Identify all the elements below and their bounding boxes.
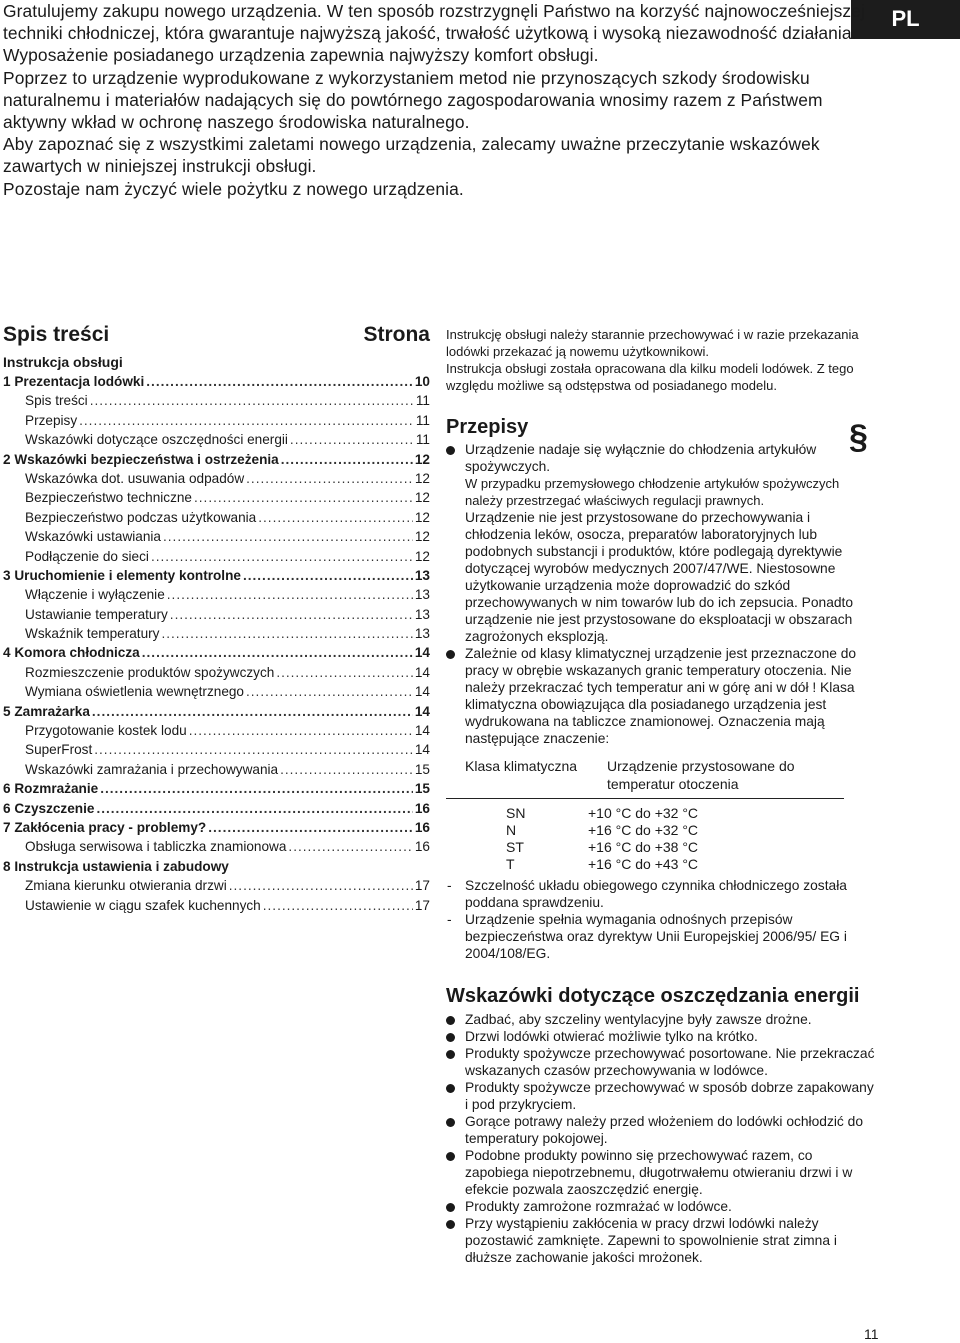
toc-entry (3, 411, 430, 430)
toc-leader-dots (163, 527, 413, 546)
section-title-przepisy: Przepisy (446, 416, 529, 438)
toc-header (3, 323, 430, 353)
list-item: Podobne produkty powinno się przechowywać razem, co zapobiega niepotrzebnemu, długotrwałemu otwieraniu drzwi i w efekcie pozwala zaoszczędzić energię. (446, 1147, 876, 1198)
list-item: Gorące potrawy należy przed włożeniem do lodówki ochłodzić do temperatury pokojowej. (446, 1113, 876, 1147)
list-item: Zadbać, aby szczeliny wentylacyjne były zawsze drożne. (446, 1011, 876, 1028)
table-header (446, 757, 844, 799)
toc-entry (3, 469, 430, 488)
toc-entry (3, 391, 430, 410)
przepisy-list (446, 441, 876, 475)
table-row (446, 839, 844, 856)
toc-entry (3, 721, 430, 740)
toc-entry-label: Wskazówki dotyczące oszczędności energii (25, 432, 288, 448)
toc-entry-label: Bezpieczeństwo techniczne (25, 490, 192, 506)
table-cell: +16 °C do +43 °C (588, 856, 699, 872)
toc-entry-label: Przepisy (25, 412, 78, 428)
intro-text (3, 0, 883, 200)
list-item: - Urządzenie spełnia wymagania odnośnych przepisów bezpieczeństwa oraz dyrektyw Unii Europejskiej 2006/95/ EG i 2004/108/EG. (446, 911, 876, 962)
toc-entry-page: 12 (414, 529, 430, 545)
toc-entry (3, 837, 430, 856)
intro-paragraph: Aby zapoznać się z wszystkimi zaletami nowego urządzenia, zalecamy uważne przeczytanie wskazówek zawartych w niniejszej instrukcji obsługi. (3, 134, 820, 177)
toc-entry (3, 702, 430, 721)
toc-entry-page: 17 (414, 878, 430, 894)
toc-entry-label: Wymiana oświetlenia wewnętrznego (25, 684, 244, 700)
toc-leader-dots (280, 760, 413, 779)
right-column (446, 326, 876, 1266)
toc-entry-page: 13 (414, 626, 430, 642)
list-item: Produkty zamrożone rozmrażać w lodówce. (446, 1198, 876, 1215)
toc-entry (3, 624, 430, 643)
toc-leader-dots (276, 663, 413, 682)
table-cell: SN (506, 805, 526, 821)
intro-paragraph: Gratulujemy zakupu nowego urządzenia. W ten sposób rozstrzygnęli Państwo na korzyść najnowocześniejszej techniki chłodniczej, która gwarantuje najwyższą jakość, trwałość użytkową i wysoką niezawodność działania. (3, 1, 865, 44)
table-cell: +16 °C do +32 °C (588, 822, 699, 838)
list-item: Przy wystąpieniu zakłócenia w pracy drzwi lodówki należy pozostawić zamknięte. Zapewni to spowolnienie strat zimna i dłuższe zachowanie jakości mrożonek. (446, 1215, 876, 1266)
table-cell: T (506, 856, 515, 872)
paragraph: W przypadku przemysłowego chłodzenie artykułów spożywczych należy przestrzegać właściwych regulacji prawnych. (465, 476, 840, 508)
toc-entry-label: Rozmieszczenie produktów spożywczych (25, 664, 275, 680)
toc-entry-label: 8 Instrukcja ustawienia i zabudowy (3, 858, 229, 874)
toc-entry (3, 799, 430, 818)
toc-leader-dots (90, 391, 414, 410)
toc-entry-page: 13 (414, 606, 430, 622)
table-cell: +10 °C do +32 °C (588, 805, 699, 821)
toc-entry-label: Obsługa serwisowa i tabliczka znamionowa (25, 839, 287, 855)
intro-paragraph: Wyposażenie posiadanego urządzenia zapewnia najwyższy komfort obsługi. (3, 45, 599, 66)
toc-leader-dots (96, 799, 412, 818)
language-badge: PL (851, 0, 960, 39)
toc-entry-page: 14 (414, 723, 430, 739)
toc-leader-dots (290, 430, 414, 449)
toc-entry-page: 12 (414, 490, 430, 506)
table-cell: N (506, 822, 517, 838)
toc-leader-dots (288, 837, 412, 856)
table-cell: +16 °C do +38 °C (588, 839, 699, 855)
toc-entry-page: 11 (415, 393, 430, 409)
table-row (446, 822, 844, 839)
przepisy-list (446, 645, 876, 747)
toc-leader-dots (94, 740, 413, 759)
toc-leader-dots (167, 585, 413, 604)
toc-entry-page: 14 (414, 742, 430, 758)
toc-rows (3, 372, 430, 915)
toc-entry-label: 4 Komora chłodnicza (3, 645, 140, 661)
toc-entry (3, 876, 430, 895)
toc-entry-page: 17 (414, 897, 430, 913)
toc-entry-label: 2 Wskazówki bezpieczeństwa i ostrzeżenia (3, 451, 279, 467)
toc-leader-dots (208, 818, 413, 837)
intro-paragraph: Poprzez to urządzenie wyprodukowane z wykorzystaniem metod nie przynoszących szkody środowisku naturalnemu i materiałów nadających się do powtórnego zagospodarowania wnosimy razem z Państwem aktywny wkład w ochronę naszego środowiska naturalnego. (3, 67, 823, 133)
toc-entry-label: Bezpieczeństwo podczas użytkowania (25, 509, 257, 525)
list-item: Drzwi lodówki otwierać możliwie tylko na krótko. (446, 1028, 876, 1045)
toc-leader-dots (100, 779, 413, 798)
toc-entry-page: 12 (414, 509, 430, 525)
toc-entry-page: 16 (414, 839, 430, 855)
toc-entry-page: 14 (414, 684, 430, 700)
toc-leader-dots (151, 547, 413, 566)
toc-leader-dots (161, 624, 412, 643)
toc-leader-dots (258, 508, 413, 527)
paragraph: Urządzenie nie jest przystosowane do przechowywania i chłodzenia leków, osocza, preparatów laboratoryjnych lub podobnych substancji i produktów, które podlegają dyrektywie dotyczącej wyrobów medycznych 2007/47/WE. Niestosowne użytkowanie urządzenia może doprowadzić do szkód przechowywanych w nim towarów lub do ich zepsucia. Ponadto urządzenie nie jest przystosowane do eksploatacji w obszarach zagrożonych eksplozją. (465, 510, 854, 644)
toc-entry-page: 12 (414, 470, 430, 486)
toc-entry (3, 488, 430, 507)
toc-entry (3, 450, 430, 469)
toc-entry (3, 857, 430, 876)
toc-entry (3, 643, 430, 662)
toc-entry-page: 16 (414, 819, 430, 835)
table-row (446, 805, 844, 822)
toc-entry (3, 372, 430, 391)
toc-leader-dots (92, 702, 413, 721)
toc-title: Spis treści (3, 323, 110, 346)
toc-entry (3, 663, 430, 682)
toc-entry (3, 430, 430, 449)
toc-leader-dots (243, 566, 413, 585)
toc-entry-label: 6 Czyszczenie (3, 800, 95, 816)
toc-subtitle: Instrukcja obsługi (3, 354, 123, 370)
toc-entry-page: 12 (414, 451, 430, 467)
toc-entry (3, 740, 430, 759)
toc-entry-label: 6 Rozmrażanie (3, 781, 99, 797)
toc-leader-dots (194, 488, 413, 507)
toc-entry (3, 527, 430, 546)
list-item: Urządzenie nadaje się wyłącznie do chłodzenia artykułów spożywczych. (446, 441, 876, 475)
toc-entry-label: 7 Zakłócenia pracy - problemy? (3, 819, 207, 835)
toc-entry-label: Wskaźnik temperatury (25, 626, 160, 642)
toc-entry-page: 13 (414, 587, 430, 603)
toc-entry-page: 14 (414, 664, 430, 680)
list-item: Produkty spożywcze przechowywać posortowane. Nie przekraczać wskazanych czasów przechowywania w lodówce. (446, 1045, 876, 1079)
toc-entry (3, 547, 430, 566)
page-number: 11 (864, 1326, 879, 1342)
toc-entry (3, 566, 430, 585)
energy-list (446, 1011, 876, 1266)
toc-leader-dots (229, 876, 413, 895)
toc-entry-label: Wskazówki ustawiania (25, 529, 161, 545)
toc-leader-dots (246, 682, 413, 701)
toc-entry-page: 10 (414, 374, 430, 389)
toc-entry-label: Przygotowanie kostek lodu (25, 723, 187, 739)
toc-entry-label: Ustawianie temperatury (25, 606, 168, 622)
toc-entry-label: 1 Prezentacja lodówki (3, 374, 145, 389)
toc-entry (3, 779, 430, 798)
toc-leader-dots (189, 721, 413, 740)
toc-entry-label: Spis treści (25, 393, 88, 409)
toc-entry-label: Włączenie i wyłączenie (25, 587, 165, 603)
toc-entry-label: 3 Uruchomienie i elementy kontrolne (3, 567, 241, 583)
toc-entry-page: 13 (414, 567, 430, 583)
toc-entry-label: Ustawienie w ciągu szafek kuchennych (25, 897, 261, 913)
toc-entry-page: 15 (414, 781, 430, 797)
column-header-klasa: Klasa klimatyczna (465, 758, 578, 774)
table-cell: ST (506, 839, 524, 855)
toc-entry (3, 896, 430, 915)
toc-leader-dots (263, 896, 413, 915)
toc-entry-label: 5 Zamrażarka (3, 703, 90, 719)
list-item: Produkty spożywcze przechowywać w sposób dobrze zapakowany i pod przykryciem. (446, 1079, 876, 1113)
toc-leader-dots (246, 469, 413, 488)
list-item: Zależnie od klasy klimatycznej urządzenie jest przeznaczone do pracy w obrębie wskazanych granic temperatury otoczenia. Nie należy przekraczać tych temperatur ani w górę ani w dół ! Klasa klimatyczna obowiązująca dla posiadanego urządzenia jest wydrukowana na tabliczce znamionowej. Oznaczenia mają następujące znaczenie: (446, 645, 876, 747)
toc-entry (3, 760, 430, 779)
dash-list (446, 877, 876, 962)
toc-entry-page: 11 (415, 432, 430, 448)
table-body (446, 799, 844, 873)
list-item: - Szczelność układu obiegowego czynnika chłodniczego została poddana sprawdzeniu. (446, 877, 876, 911)
manual-note: Instrukcja obsługi została opracowana dla kilku modeli lodówek. Z tego względu możliwe są odstępstwa od posiadanego modelu. (446, 361, 854, 393)
toc-entry-label: Wskazówki zamrażania i przechowywania (25, 761, 279, 777)
toc-entry-label: Wskazówka dot. usuwania odpadów (25, 470, 245, 486)
toc-entry (3, 682, 430, 701)
toc-leader-dots (170, 605, 413, 624)
toc-entry-page: 14 (414, 645, 430, 661)
toc-entry (3, 508, 430, 527)
toc-entry-label: Zmiana kierunku otwierania drzwi (25, 878, 227, 894)
toc-entry-label: SuperFrost (25, 742, 93, 758)
toc-entry-page: 14 (414, 703, 430, 719)
toc-leader-dots (146, 372, 413, 391)
section-title-energy: Wskazówki dotyczące oszczędzania energii (446, 985, 860, 1007)
toc-entry-page: 15 (414, 761, 430, 777)
table-of-contents (3, 323, 430, 915)
manual-note: Instrukcję obsługi należy starannie przechowywać i w razie przekazania lodówki przekazać ją nowemu użytkownikowi. (446, 327, 859, 359)
toc-leader-dots (281, 450, 413, 469)
toc-entry (3, 818, 430, 837)
toc-entry-page: 12 (414, 548, 430, 564)
climate-class-table (446, 757, 844, 873)
column-header-temperature: Urządzenie przystosowane do temperatur otoczenia (607, 758, 795, 792)
table-row (446, 856, 844, 873)
toc-entry (3, 585, 430, 604)
toc-entry-label: Podłączenie do sieci (25, 548, 149, 564)
toc-page-header: Strona (363, 323, 430, 346)
toc-leader-dots (142, 643, 413, 662)
toc-entry-page: 11 (415, 412, 430, 428)
toc-entry (3, 605, 430, 624)
toc-entry-page: 16 (414, 800, 430, 816)
toc-leader-dots (79, 411, 414, 430)
paragraph-section-icon: § (849, 418, 868, 456)
intro-paragraph: Pozostaje nam życzyć wiele pożytku z nowego urządzenia. (3, 178, 464, 199)
